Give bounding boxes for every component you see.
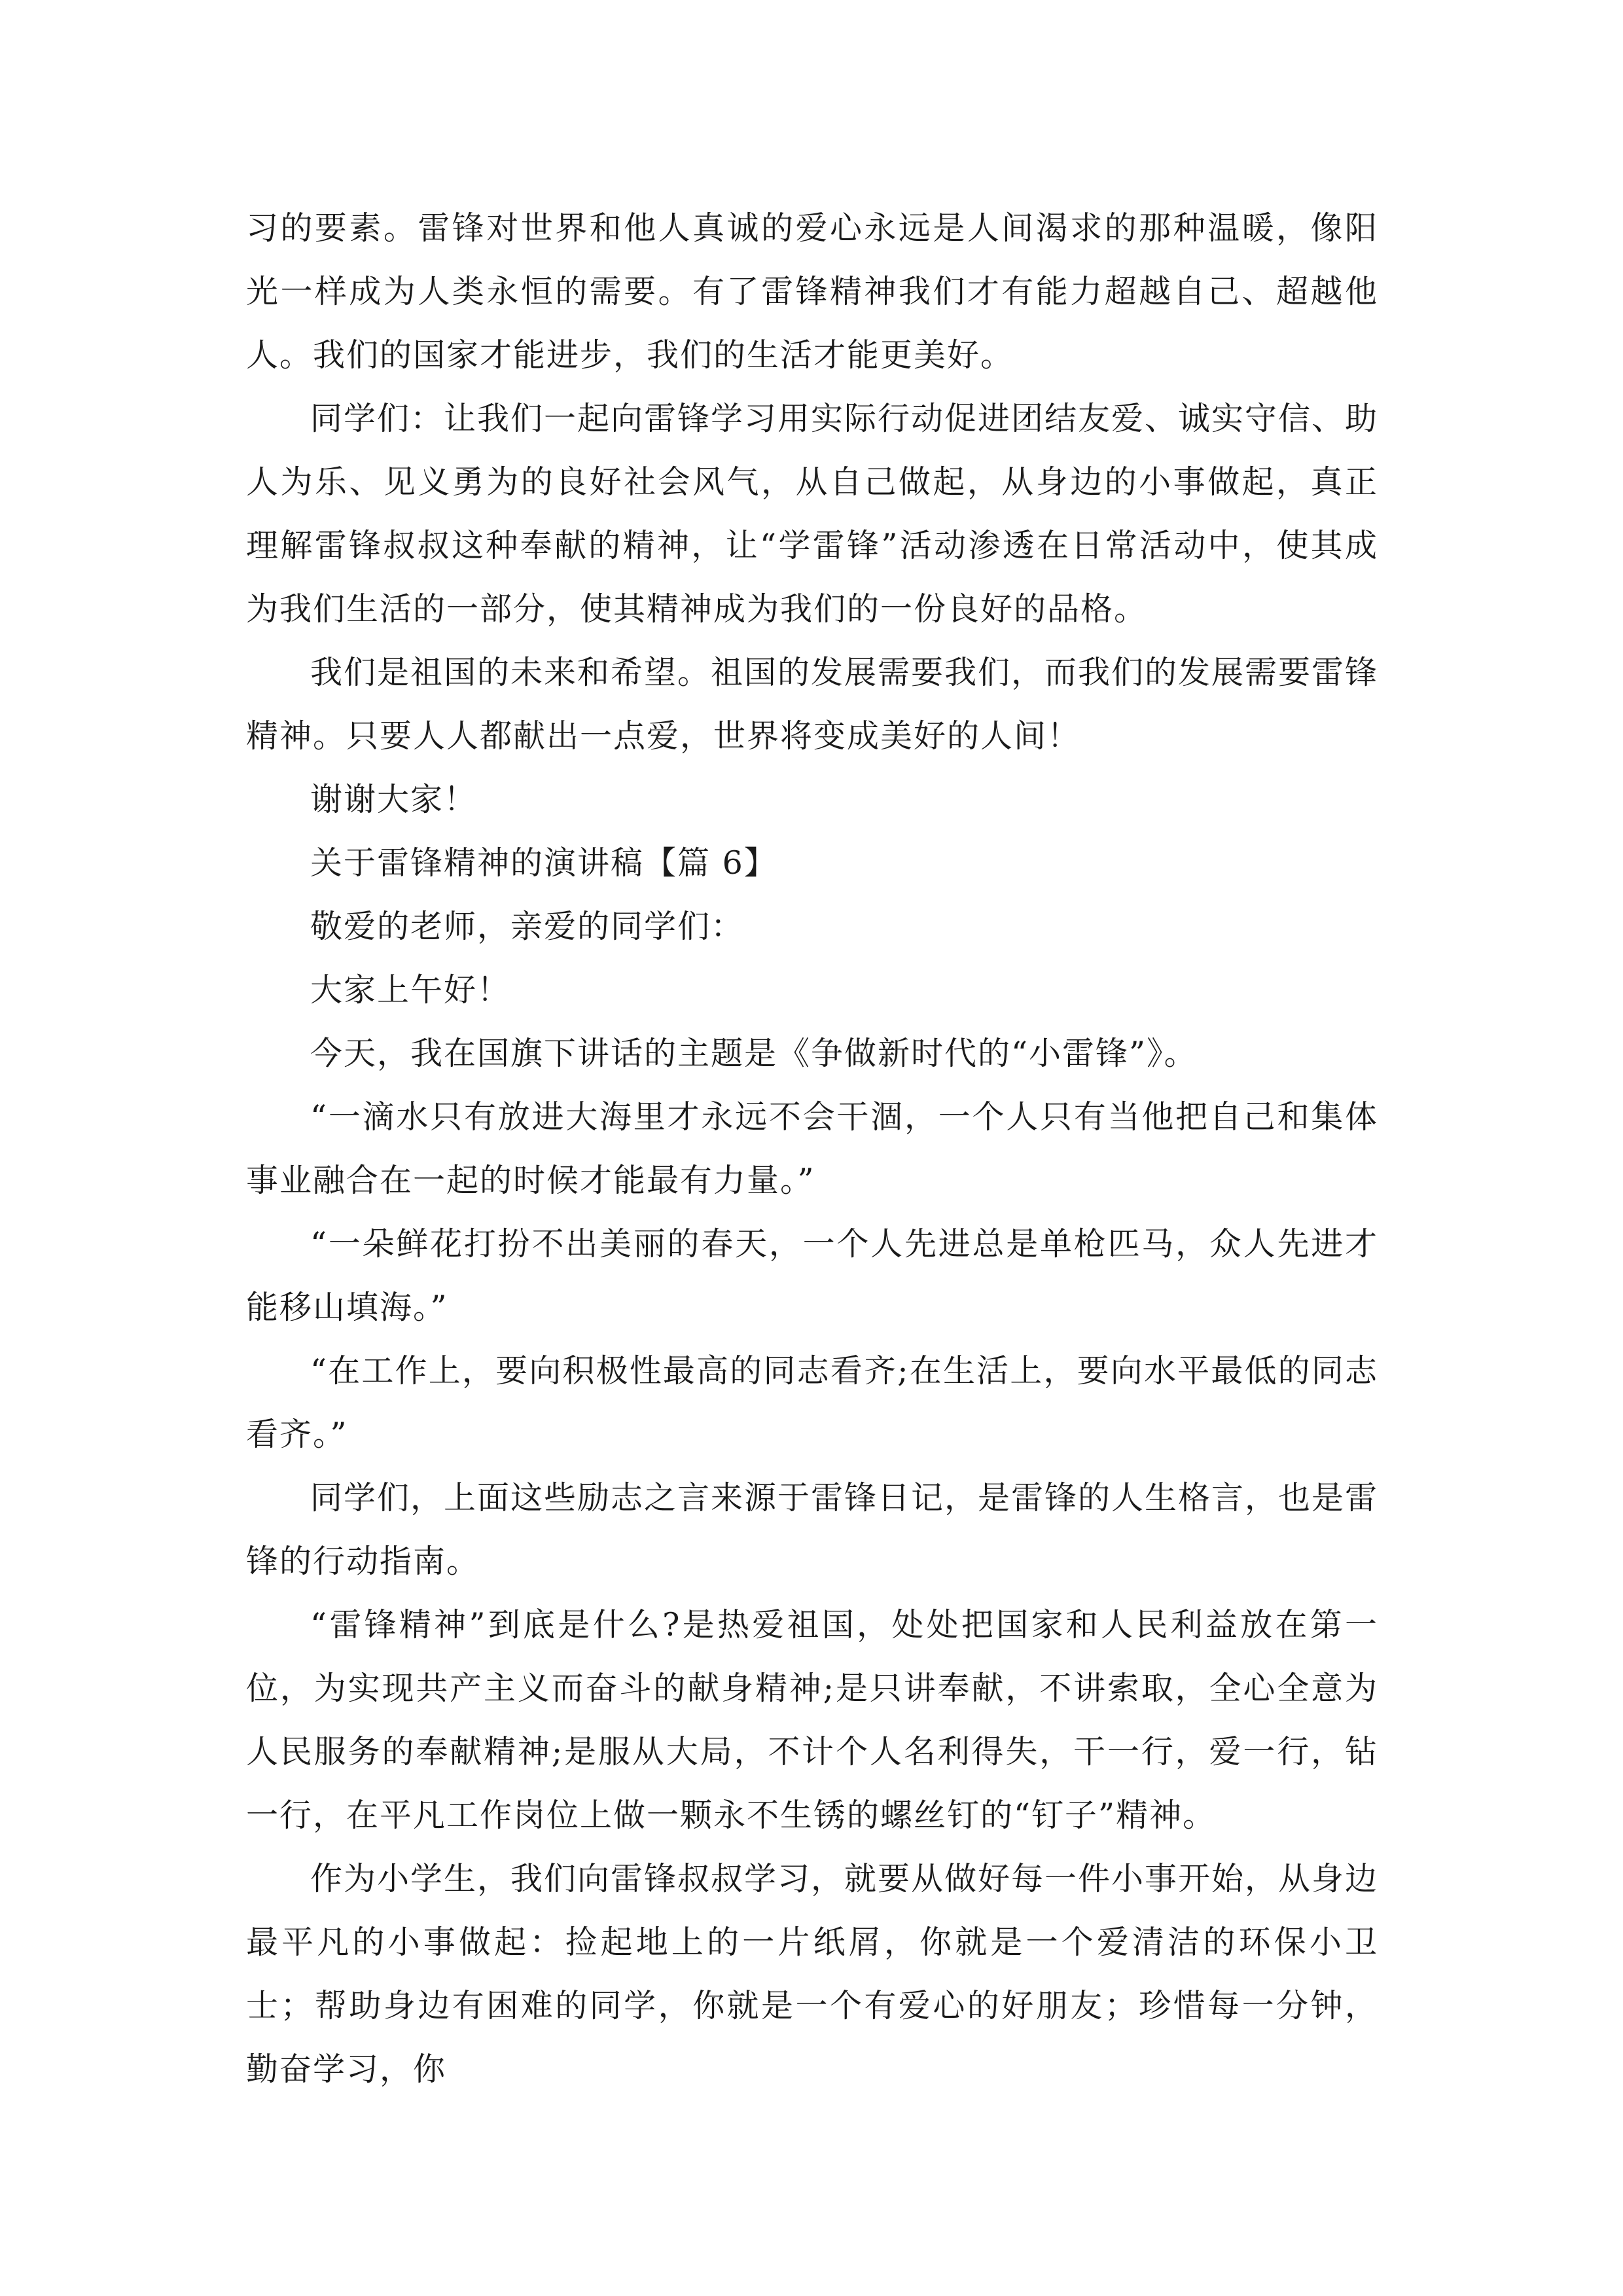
quote-paragraph: “在工作上，要向积极性最高的同志看齐;在生活上，要向水平最低的同志看齐。” — [246, 1352, 1378, 1453]
paragraph: 同学们，上面这些励志之言来源于雷锋日记，是雷锋的人生格言，也是雷锋的行动指南。 — [246, 1479, 1379, 1580]
paragraph: 作为小学生，我们向雷锋叔叔学习，就要从做好每一件小事开始，从身边最平凡的小事做起：捡起地上的一片纸屑，你就是一个爱清洁的环保小卫士；帮助身边有困难的同学，你就是一个有爱心的好朋友；珍惜每一分钟，勤奋学习，你 — [246, 1860, 1379, 2088]
quote-paragraph: “一滴水只有放进大海里才永远不会干涸，一个人只有当他把自己和集体事业融合在一起的时候才能最有力量。” — [246, 1098, 1378, 1199]
paragraph: 今天，我在国旗下讲话的主题是《争做新时代的“小雷锋”》。 — [310, 1035, 1198, 1072]
paragraph-closing: 谢谢大家！ — [310, 781, 478, 818]
quote-paragraph: “一朵鲜花打扮不出美丽的春天，一个人先进总是单枪匹马，众人先进才能移山填海。” — [246, 1225, 1378, 1326]
document-body — [246, 196, 1378, 2101]
section-title: 关于雷锋精神的演讲稿【篇 6】 — [310, 844, 777, 882]
greeting: 大家上午好！ — [310, 971, 511, 1009]
paragraph: 同学们：让我们一起向雷锋学习用实际行动促进团结友爱、诚实守信、助人为乐、见义勇为的良好社会风气，从自己做起，从身边的小事做起，真正理解雷锋叔叔这种奉献的精神，让“学雷锋”活动渗透在日常活动中，使其成为我们生活的一部分，使其精神成为我们的一份良好的品格。 — [246, 400, 1379, 628]
paragraph: 习的要素。雷锋对世界和他人真诚的爱心永远是人间渴求的那种温暖，像阳光一样成为人类永恒的需要。有了雷锋精神我们才有能力超越自己、超越他人。我们的国家才能进步，我们的生活才能更美好。 — [246, 209, 1378, 374]
paragraph: 我们是祖国的未来和希望。祖国的发展需要我们，而我们的发展需要雷锋精神。只要人人都献出一点爱，世界将变成美好的人间！ — [246, 654, 1379, 755]
salutation: 敬爱的老师，亲爱的同学们： — [310, 908, 745, 945]
paragraph: “雷锋精神”到底是什么?是热爱祖国，处处把国家和人民利益放在第一位，为实现共产主义而奋斗的献身精神;是只讲奉献，不讲索取，全心全意为人民服务的奉献精神;是服从大局，不计个人名利得失，干一行，爱一行，钻一行，在平凡工作岗位上做一颗永不生锈的螺丝钉的“钉子”精神。 — [246, 1606, 1378, 1834]
